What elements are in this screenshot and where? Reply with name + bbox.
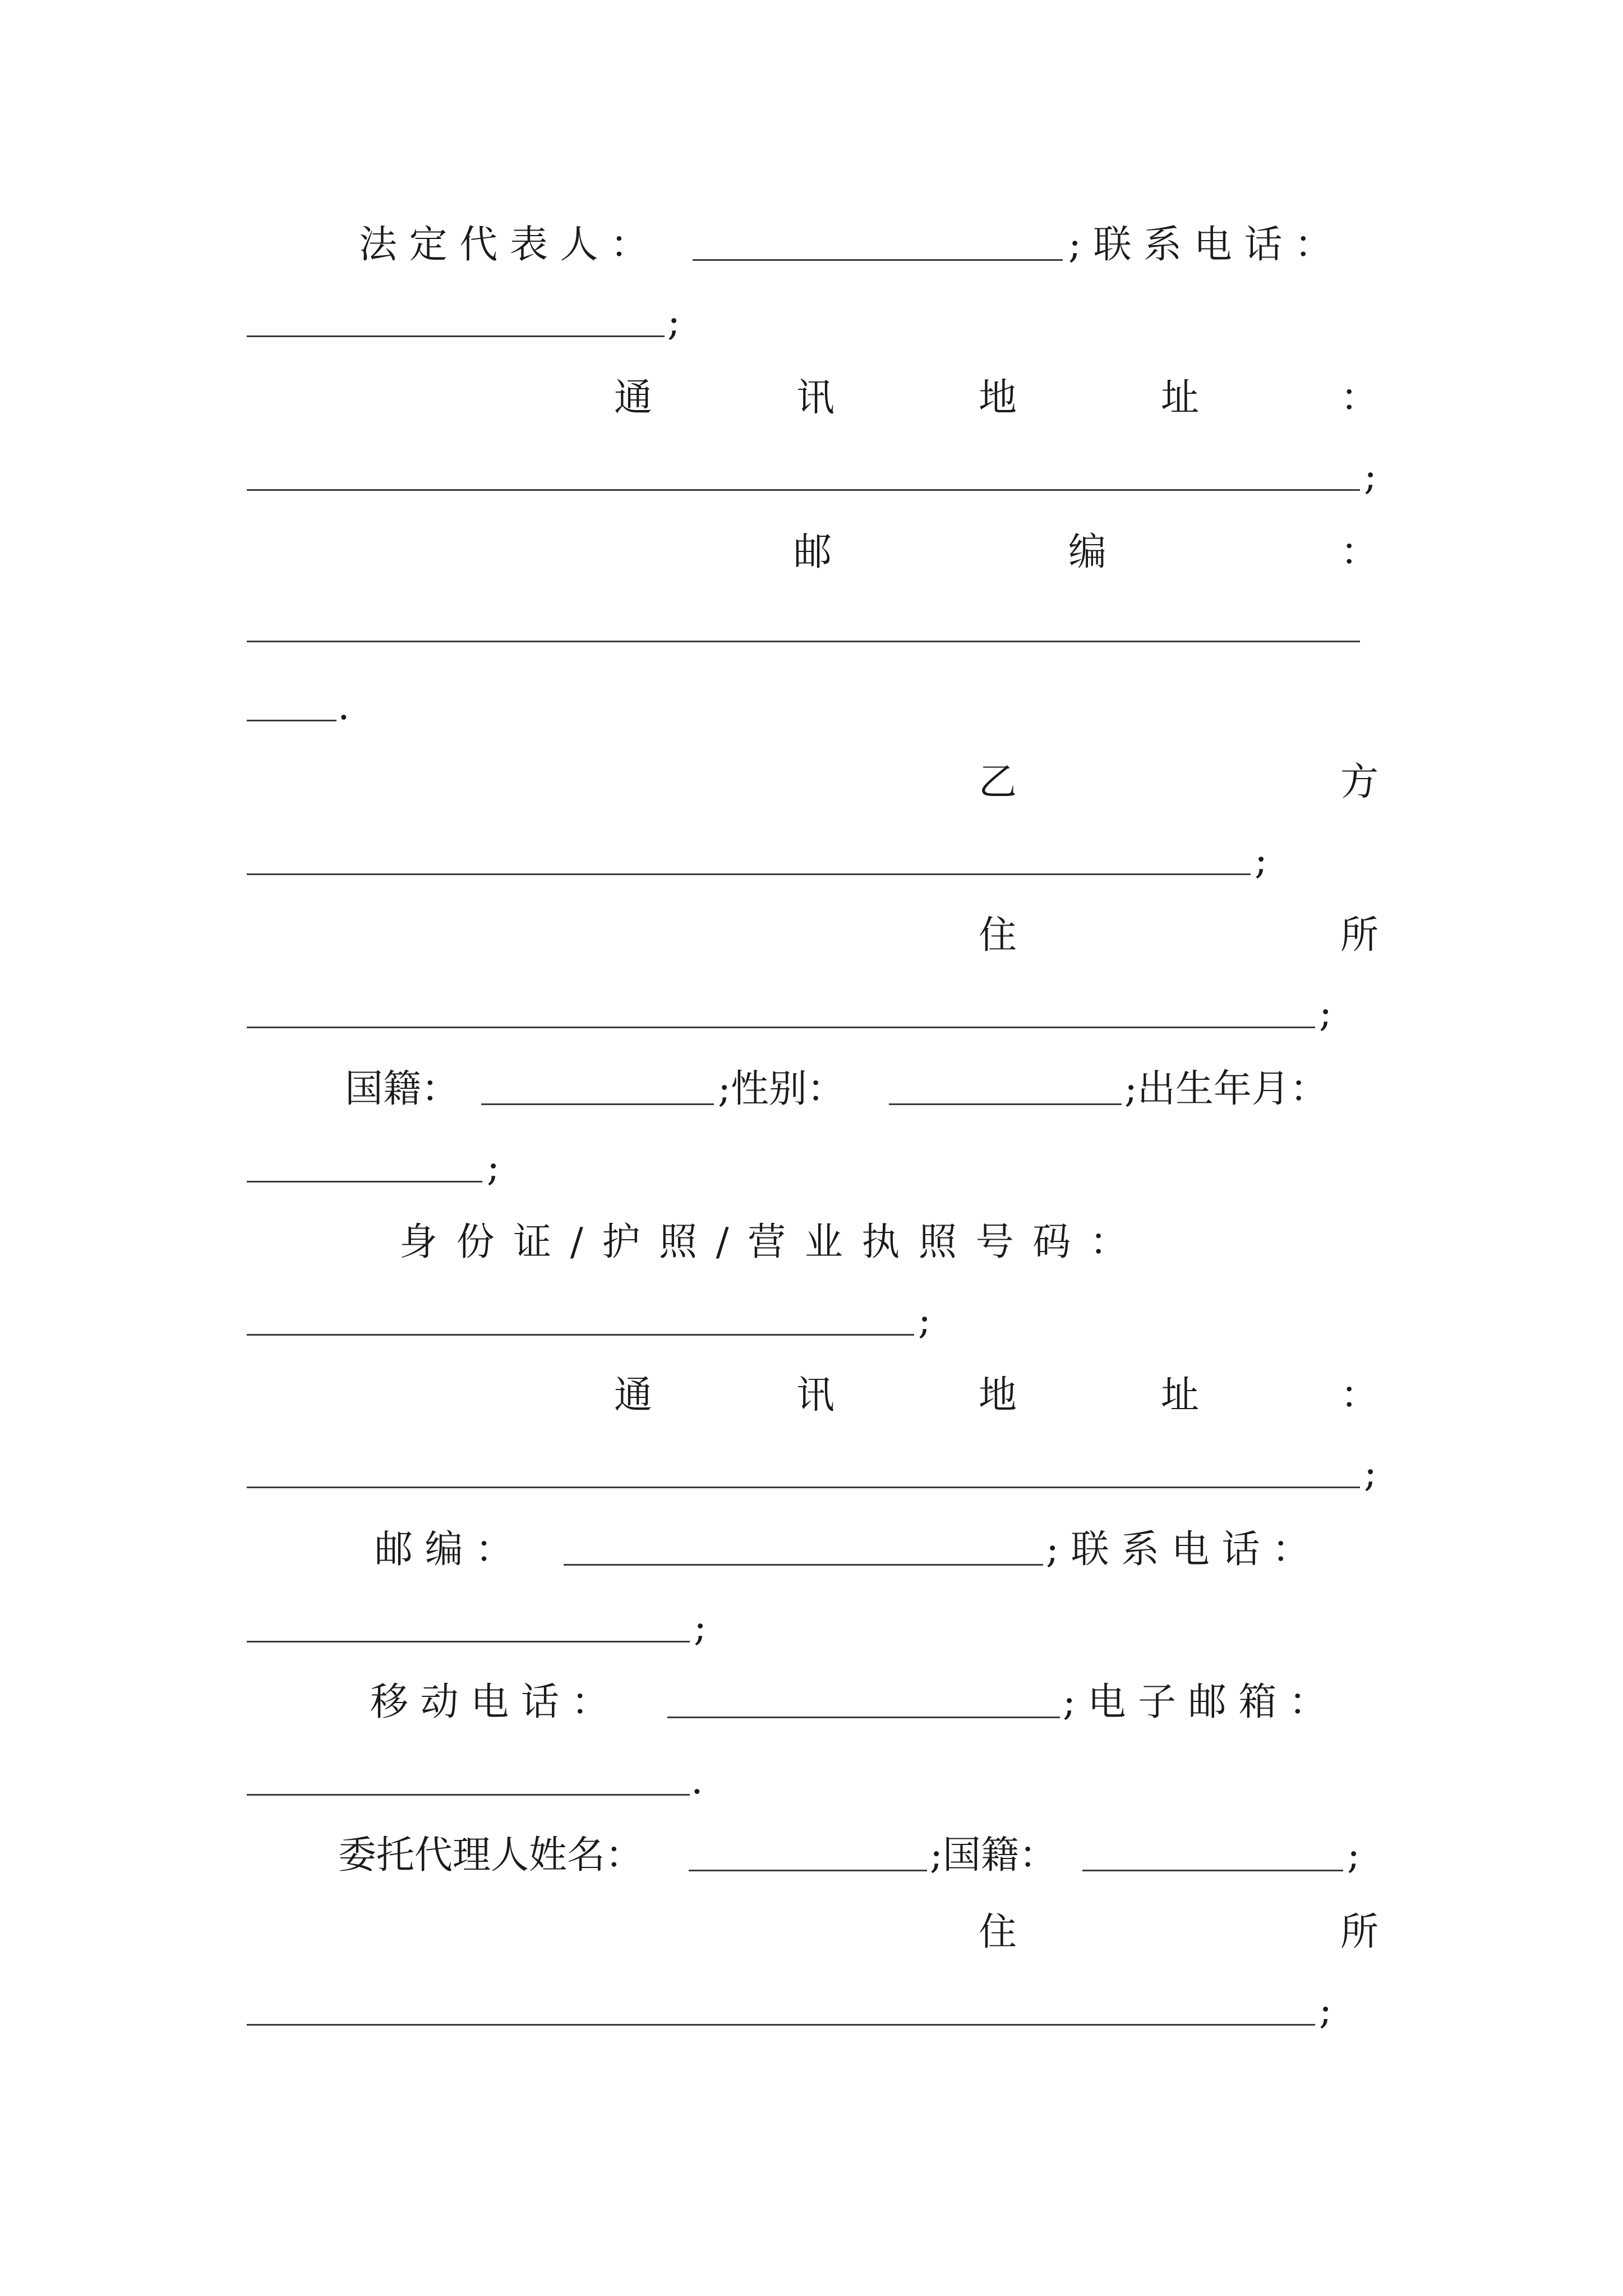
partyb-char-1: 乙 — [979, 760, 1017, 804]
post2-blank[interactable] — [564, 1564, 1043, 1566]
semicolon: ; — [1364, 1451, 1377, 1496]
email-label: ; 电 子 邮 箱 ： — [1063, 1680, 1327, 1724]
nationality-line — [345, 1059, 459, 1120]
semicolon: ; — [1319, 991, 1332, 1036]
postcode-blank[interactable] — [247, 641, 1360, 642]
phone2-label: ; 联 系 电 话 ： — [1046, 1527, 1310, 1572]
partyb-blank[interactable] — [247, 873, 1251, 875]
post-char-3: ： — [1340, 530, 1379, 574]
comm-char-2: 讯 — [796, 376, 835, 420]
comm2-char-5: ： — [1340, 1373, 1379, 1418]
legal-rep-label: 法 定 代 表 人 ： — [359, 223, 649, 267]
semicolon: ; — [694, 1605, 707, 1650]
semicolon: ; — [1319, 1989, 1332, 2033]
comm-char-3: 地 — [979, 376, 1017, 420]
agent-line — [338, 1825, 643, 1887]
comm-char-1: 通 — [614, 376, 653, 420]
comm2-char-2: 讯 — [796, 1373, 835, 1418]
residence2-blank[interactable] — [247, 2024, 1315, 2026]
semicolon: ; — [1347, 1833, 1360, 1878]
email-blank[interactable] — [247, 1794, 690, 1796]
post2-label: 邮 编 ： — [375, 1527, 514, 1572]
agent-label: 委托代理人姓名： — [338, 1833, 644, 1878]
gender-label: ;性别： — [718, 1067, 845, 1111]
residence-blank[interactable] — [247, 1027, 1315, 1028]
id-line — [399, 1212, 1131, 1273]
semicolon: ; — [667, 300, 680, 344]
semicolon: ; — [1364, 454, 1377, 499]
post-char-1: 邮 — [794, 530, 832, 574]
mobile-line — [370, 1672, 609, 1733]
period: . — [691, 1759, 703, 1803]
comm2-address-blank[interactable] — [247, 1487, 1360, 1488]
contact-phone-line — [1068, 214, 1332, 276]
comm-char-5: ： — [1340, 376, 1379, 420]
period: . — [338, 684, 350, 729]
contact-phone-label: ; 联 系 电 话 ： — [1068, 223, 1332, 267]
birth-blank[interactable] — [247, 1181, 482, 1182]
agent-name-blank[interactable] — [689, 1870, 927, 1871]
residence2-char-1: 住 — [979, 1910, 1017, 1954]
birth-line — [1124, 1059, 1328, 1120]
comm2-char-4: 址 — [1161, 1373, 1200, 1418]
phone2-blank[interactable] — [247, 1641, 690, 1642]
legal-rep-blank[interactable] — [693, 259, 1063, 261]
comm-address-blank[interactable] — [247, 489, 1360, 491]
nationality-blank[interactable] — [481, 1103, 714, 1105]
id-blank[interactable] — [247, 1334, 914, 1336]
agent-nat-label: ;国籍： — [930, 1833, 1057, 1878]
gender-blank[interactable] — [889, 1103, 1122, 1105]
semicolon: ; — [918, 1299, 931, 1343]
semicolon: ; — [1255, 839, 1267, 883]
comm-char-4: 址 — [1161, 376, 1200, 420]
mobile-label: 移 动 电 话 ： — [370, 1680, 610, 1724]
id-label: 身 份 证 / 护 照 / 营 业 执 照 号 码 ： — [399, 1220, 1131, 1264]
partyb-char-2: 方 — [1340, 760, 1379, 804]
comm2-char-3: 地 — [979, 1373, 1017, 1418]
gender-line — [718, 1059, 845, 1120]
contact-phone-blank[interactable] — [247, 335, 665, 337]
residence2-char-2: 所 — [1340, 1910, 1379, 1954]
birth-label: ;出生年月： — [1124, 1067, 1328, 1111]
email-line — [1063, 1672, 1327, 1733]
residence-char-2: 所 — [1340, 913, 1379, 958]
post-char-2: 编 — [1068, 530, 1107, 574]
agent-nat-blank[interactable] — [1082, 1870, 1343, 1871]
post2-line — [375, 1519, 513, 1581]
agent-nat-line — [930, 1825, 1057, 1887]
residence-char-1: 住 — [979, 913, 1017, 958]
mobile-blank[interactable] — [667, 1717, 1060, 1718]
phone2-line — [1046, 1519, 1310, 1581]
legal-rep-line — [359, 214, 648, 276]
nationality-label: 国籍： — [345, 1067, 460, 1111]
comm2-char-1: 通 — [614, 1373, 653, 1418]
postcode-blank-cont[interactable] — [247, 720, 336, 721]
semicolon: ; — [487, 1145, 500, 1190]
